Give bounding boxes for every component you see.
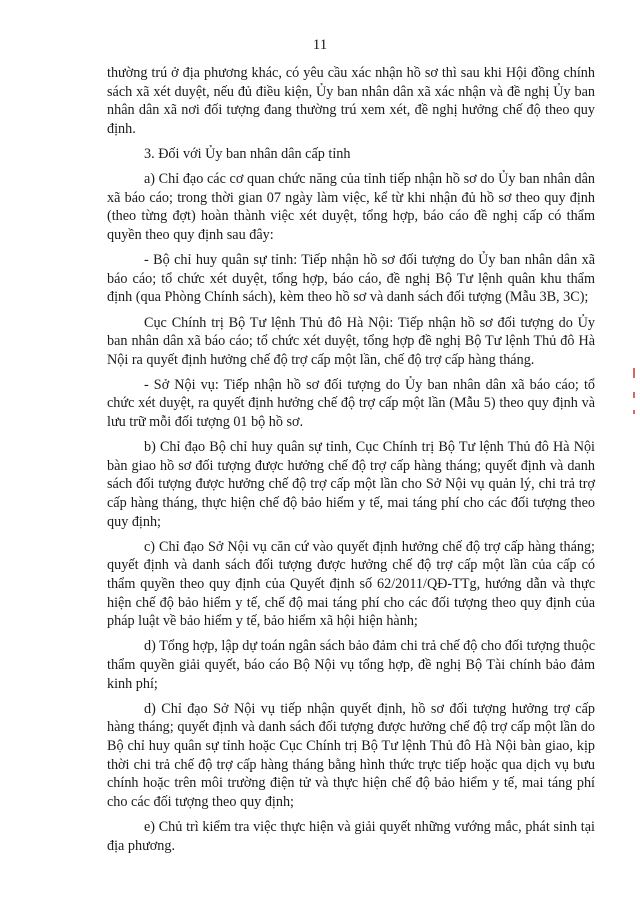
scan-edge-mark [633, 410, 635, 414]
scan-edge-mark [633, 368, 635, 378]
section-heading: 3. Đối với Ủy ban nhân dân cấp tỉnh [144, 145, 351, 162]
paragraph-continuation: thường trú ở địa phương khác, có yêu cầu xác nhận hồ sơ thì sau khi Hội đồng chính sách xã xét duyệt, nếu đủ điều kiện, Ủy ban nhân dân xã xác nhận và đề nghị Ủy ban nhân dân xã nơi đối tượng đang thường trú xem xét, đề nghị hưởng chế độ theo quy định. [107, 65, 595, 137]
paragraph-item-d: d) Tổng hợp, lập dự toán ngân sách bảo đảm chi trả chế độ cho đối tượng thuộc thẩm quyền giải quyết, báo cáo Bộ Nội vụ tổng hợp, đề nghị Bộ Tài chính bảo đảm kinh phí; [107, 638, 595, 692]
paragraph-item-a: a) Chỉ đạo các cơ quan chức năng của tỉnh tiếp nhận hồ sơ do Ủy ban nhân dân xã báo cáo; trong thời gian 07 ngày làm việc, kể từ khi nhận đủ hồ sơ theo quy định (theo từng đợt) hoàn thành việc xét duyệt, tổng hợp, báo cáo đề nghị cấp có thẩm quyền theo quy định sau đây: [107, 171, 595, 243]
paragraph-item-b: b) Chỉ đạo Bộ chỉ huy quân sự tỉnh, Cục Chính trị Bộ Tư lệnh Thủ đô Hà Nội bàn giao hồ sơ đối tượng được hưởng chế độ trợ cấp hàng tháng; quyết định và danh sách đối tượng được hưởng chế độ trợ cấp một lần cho Sở Nội vụ quản lý, chi trả trợ cấp hàng tháng, thực hiện chế độ bảo hiểm y tế, mai táng phí cho các đối tượng theo quy định; [107, 439, 595, 530]
scan-edge-mark [633, 392, 635, 398]
paragraph-military-command: - Bộ chỉ huy quân sự tỉnh: Tiếp nhận hồ sơ đối tượng do Ủy ban nhân dân xã báo cáo; tổ chức xét duyệt, tổng hợp, báo cáo, đề nghị Bộ Tư lệnh quân khu thẩm định (qua Phòng Chính sách), kèm theo hồ sơ và danh sách đối tượng (Mẫu 3B, 3C); [107, 252, 595, 306]
paragraph-home-affairs: - Sở Nội vụ: Tiếp nhận hồ sơ đối tượng do Ủy ban nhân dân xã báo cáo; tổ chức xét duyệt, ra quyết định hưởng chế độ trợ cấp một lần (Mẫu 5) theo quy định và lưu trữ mỗi đối tượng 01 bộ hồ sơ. [107, 376, 595, 431]
document-body [107, 64, 595, 862]
page-number: 11 [312, 37, 328, 53]
paragraph-item-e: e) Chủ trì kiểm tra việc thực hiện và giải quyết những vướng mắc, phát sinh tại địa phương. [107, 818, 595, 854]
paragraph-political-department: Cục Chính trị Bộ Tư lệnh Thủ đô Hà Nội: Tiếp nhận hồ sơ đối tượng do Ủy ban nhân dân xã báo cáo; tổ chức xét duyệt, tổng hợp đề nghị Bộ Tư lệnh Thủ đô Hà Nội ra quyết định hưởng chế độ trợ cấp một lần, chế độ trợ cấp hàng tháng. [107, 314, 595, 368]
paragraph-item-dd: d) Chỉ đạo Sở Nội vụ tiếp nhận quyết định, hồ sơ đối tượng hưởng trợ cấp hàng tháng; quyết định và danh sách đối tượng được hưởng chế độ trợ cấp một lần do Bộ chỉ huy quân sự tỉnh hoặc Cục Chính trị Bộ Tư lệnh Thủ đô Hà Nội bàn giao, kịp thời chi trả chế độ trợ cấp hàng tháng bằng hình thức trực tiếp hoặc qua dịch vụ bưu chính hoặc trên môi trường điện tử và thực hiện chế độ bảo hiểm y tế, mai táng phí cho các đối tượng theo quy định; [107, 700, 595, 810]
paragraph-item-c: c) Chỉ đạo Sở Nội vụ căn cứ vào quyết định hưởng chế độ trợ cấp hàng tháng; quyết định và danh sách đối tượng được hưởng chế độ trợ cấp một lần của cấp có thẩm quyền theo quy định của Quyết định số 62/2011/QĐ-TTg, hướng dẫn và thực hiện chế độ bảo hiểm y tế, chế độ mai táng phí cho các đối tượng theo quy định của pháp luật về bảo hiểm y tế, bảo hiểm xã hội hiện hành; [107, 538, 595, 630]
